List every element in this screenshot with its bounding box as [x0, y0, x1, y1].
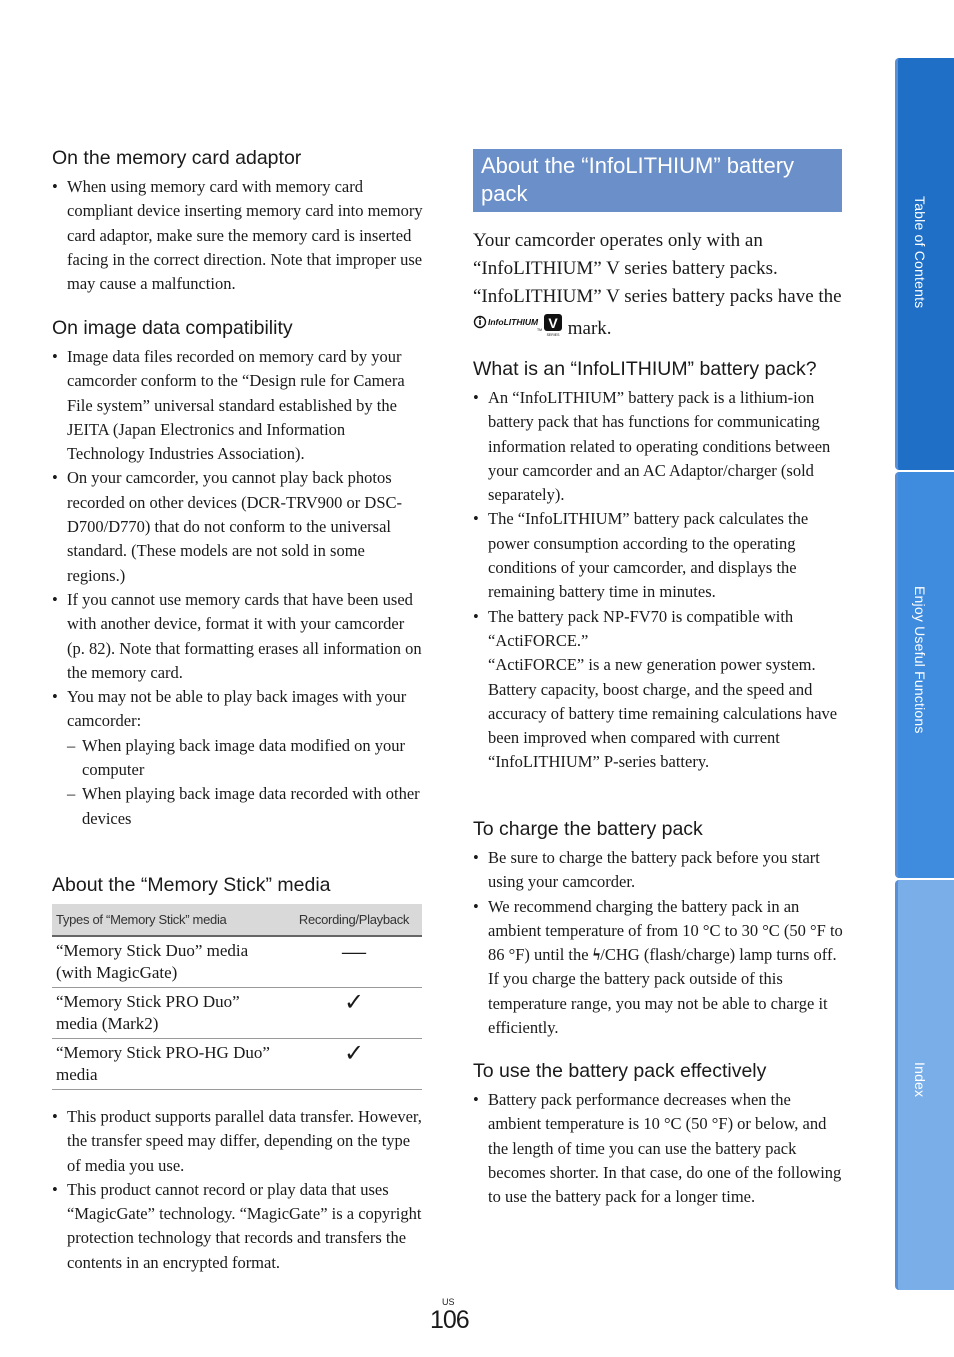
lead-paragraph — [473, 227, 845, 343]
flash-icon: ϟ — [592, 945, 601, 965]
what-heading: What is an “InfoLITHIUM” battery pack? — [473, 358, 817, 380]
lead-text: Your camcorder operates only with an “InfoLITHIUM” V series battery packs. “InfoLITHIUM” V series battery packs have the — [473, 230, 842, 307]
section-banner: About the “InfoLITHIUM” battery pack — [473, 149, 842, 212]
memstick-heading: About the “Memory Stick” media — [52, 874, 331, 896]
tab-index[interactable] — [895, 880, 954, 1290]
table-header-recording: Recording/Playback — [286, 904, 422, 936]
lead-text-end: mark. — [567, 318, 612, 339]
tab-table-of-contents[interactable] — [895, 58, 954, 470]
compat-heading: On image data compatibility — [52, 317, 293, 339]
page-number-value: 106 — [430, 1306, 469, 1334]
table-cell-type: “Memory Stick Duo” media (with MagicGate) — [52, 936, 286, 988]
table-cell-type: “Memory Stick PRO Duo” media (Mark2) — [52, 988, 286, 1039]
sub-list — [67, 734, 424, 831]
charge-heading: To charge the battery pack — [473, 818, 703, 840]
infolithium-logo-icon — [473, 311, 563, 337]
memstick-list — [52, 1105, 424, 1275]
sub-list-item: – When playing back image data modified on your computer — [67, 734, 424, 783]
list-item: • Be sure to charge the battery pack before you start using your camcorder. — [473, 846, 845, 895]
table-header-row — [52, 904, 422, 936]
list-item: • An “InfoLITHIUM” battery pack is a lithium-ion battery pack that has functions for communicating information related to operating conditions between your camcorder and an AC Adaptor/charger (sold separately). — [473, 386, 845, 507]
effective-heading: To use the battery pack effectively — [473, 1060, 767, 1082]
list-item: • Image data files recorded on memory card by your camcorder conform to the “Design rule for Camera File system” universal standard established by the JEITA (Japan Electronics and Information Technology Industries Association). — [52, 345, 424, 466]
list-item: • When using memory card with memory card compliant device inserting memory card into memory card adaptor, make sure the memory card is inserted facing in the correct direction. Note that improper use may cause a malfunction. — [52, 175, 424, 296]
list-item — [473, 895, 845, 1041]
table-cell-type: “Memory Stick PRO-HG Duo” media — [52, 1039, 286, 1090]
table-row — [52, 936, 422, 988]
page-region: US — [442, 1297, 455, 1307]
memstick-table — [52, 904, 422, 1090]
table-cell-value: ✓ — [286, 988, 422, 1039]
list-item — [52, 685, 424, 831]
logo-series-letter: V — [548, 315, 558, 331]
actiforce-note: “ActiFORCE” is a new generation power system. Battery capacity, boost charge, and the speed and accuracy of battery time remaining calculations have been improved when compared with current “InfoLITHIUM” P-series battery. — [488, 655, 838, 772]
list-item-text-end: /CHG (flash/charge) lamp turns off. If you charge the battery pack outside of this temperature range, you may not be able to charge it efficiently. — [488, 945, 837, 1038]
charge-list — [473, 846, 845, 1040]
table-cell-value: — — [286, 936, 422, 988]
list-item: • If you cannot use memory cards that have been used with another device, format it with your camcorder (p. 82). Note that formatting erases all information on the memory card. — [52, 588, 424, 685]
list-item: • This product supports parallel data transfer. However, the transfer speed may differ, depending on the type of media you use. — [52, 1105, 424, 1178]
list-item — [473, 605, 845, 775]
logo-series-word: SERIES — [546, 333, 560, 337]
adaptor-heading: On the memory card adaptor — [52, 147, 302, 169]
list-item-text: We recommend charging the battery pack in an ambient temperature of from 10 °C to 30 °C (50 °F to 86 °F) until the — [488, 896, 843, 965]
what-list — [473, 386, 845, 775]
logo-tm-text: TM — [537, 328, 543, 332]
tab-label: Table of Contents — [912, 196, 928, 309]
table-row — [52, 1039, 422, 1090]
tab-label: Index — [912, 1062, 928, 1098]
list-item-text: The battery pack NP-FV70 is compatible with “ActiFORCE.” — [488, 606, 794, 650]
adaptor-list — [52, 175, 424, 296]
list-item-text: You may not be able to play back images with your camcorder: — [67, 687, 407, 731]
logo-brand-text: InfoLITHIUM — [488, 317, 539, 327]
table-cell-value: ✓ — [286, 1039, 422, 1090]
table-header-types: Types of “Memory Stick” media — [52, 904, 286, 936]
effective-list — [473, 1088, 845, 1209]
table-row — [52, 988, 422, 1039]
tab-label: Enjoy Useful Functions — [912, 586, 928, 734]
compat-list — [52, 345, 424, 831]
tab-enjoy-useful-functions[interactable] — [895, 472, 954, 878]
sub-list-item: – When playing back image data recorded with other devices — [67, 782, 424, 831]
list-item: • The “InfoLITHIUM” battery pack calculates the power consumption according to the operating conditions of your camcorder, and displays the remaining battery time in minutes. — [473, 507, 845, 604]
list-item: • This product cannot record or play data that uses “MagicGate” technology. “MagicGate” is a copyright protection technology that records and transfers the contents in an encrypted format. — [52, 1178, 424, 1275]
list-item: • On your camcorder, you cannot play back photos recorded on other devices (DCR-TRV900 or DSC-D700/D770) that do not conform to the universal standard. (These models are not sold in some regions.) — [52, 466, 424, 587]
list-item: • Battery pack performance decreases when the ambient temperature is 10 °C (50 °F) or below, and the length of time you can use the battery pack becomes shorter. In that case, do one of the following to use the battery pack for a longer time. — [473, 1088, 845, 1209]
